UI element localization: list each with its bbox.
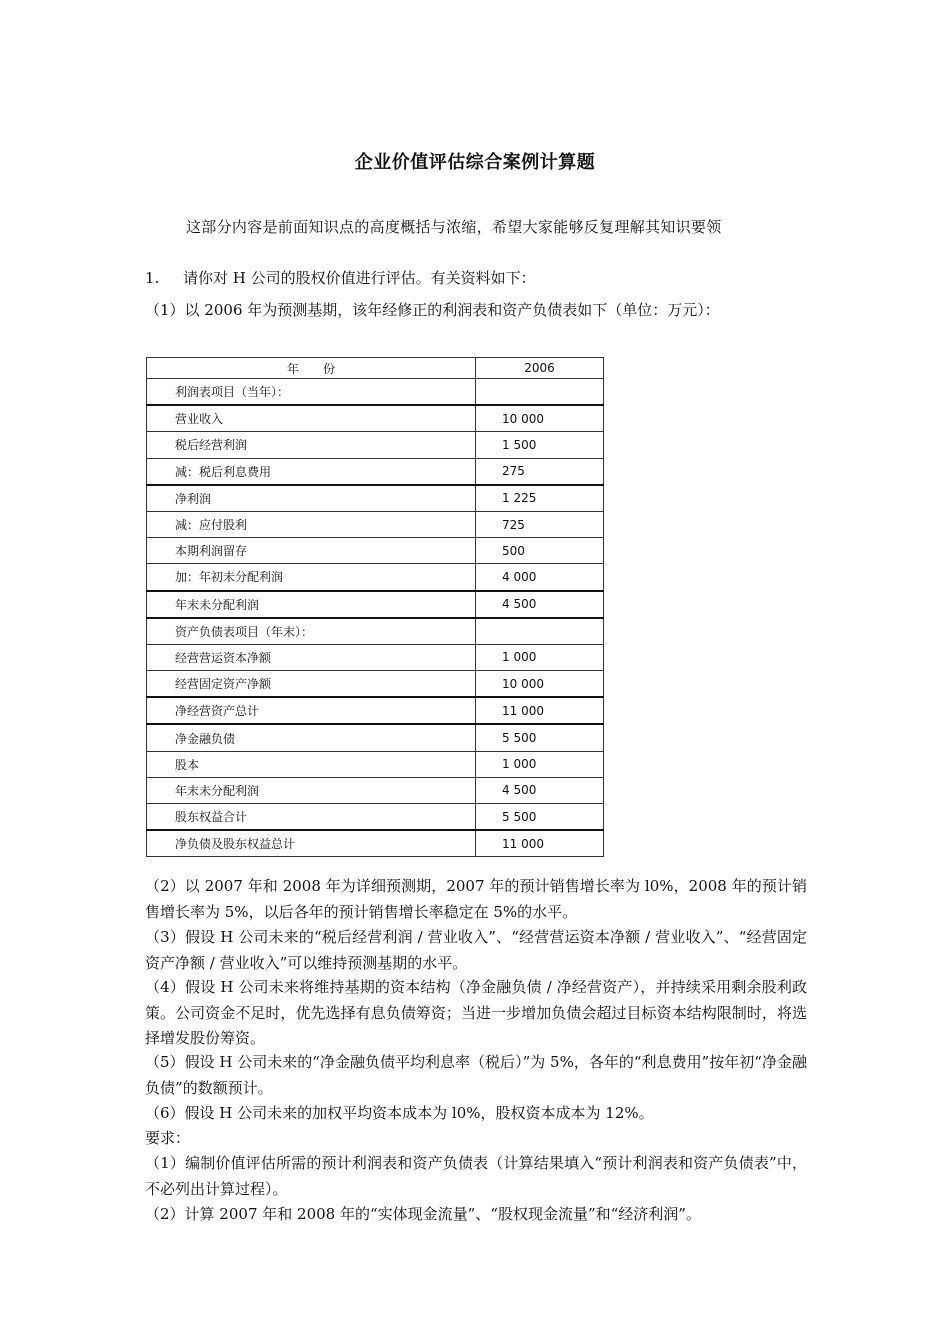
row-label: 年末未分配利润: [147, 591, 476, 618]
row-value: [476, 379, 604, 406]
table-row: [147, 618, 604, 645]
row-value: 10 000: [476, 405, 604, 432]
question-number: 1.: [145, 269, 160, 287]
question-text: 请你对 H 公司的股权价值进行评估。有关资料如下：: [183, 269, 536, 287]
question-1: [145, 267, 536, 288]
table-row: [147, 724, 604, 751]
table-header-year-label: 年 份: [147, 358, 476, 379]
table-row: [147, 511, 604, 537]
table-row: [147, 485, 604, 512]
row-value: 11 000: [476, 830, 604, 857]
row-label: 经营营运资本净额: [147, 644, 476, 670]
row-value: 10 000: [476, 671, 604, 698]
requirement-2: （2）计算 2007 年和 2008 年的“实体现金流量”、“股权现金流量”和“经济利润”。: [145, 1205, 701, 1223]
document-title: 企业价值评估综合案例计算题: [354, 152, 596, 173]
row-label: 净利润: [147, 485, 476, 512]
row-value: 275: [476, 458, 604, 485]
row-value: 4 000: [476, 564, 604, 591]
financial-statement-table: [146, 357, 604, 857]
row-label: 经营固定资产净额: [147, 671, 476, 698]
row-label: 净金融负债: [147, 724, 476, 751]
row-value: 4 500: [476, 777, 604, 803]
table-row: [147, 697, 604, 724]
paragraph-6: （6）假设 H 公司未来的加权平均资本成本为 l0%，股权资本成本为 12%。: [145, 1104, 654, 1122]
row-value: 11 000: [476, 697, 604, 724]
row-value: 5 500: [476, 724, 604, 751]
row-label: 减：税后利息费用: [147, 458, 476, 485]
table-row: [147, 671, 604, 698]
paragraph-5: （5）假设 H 公司未来的“净金融负债平均利息率（税后）”为 5%，各年的“利息费用”按年初“净金融负债”的数额预计。: [145, 1053, 807, 1097]
paragraph-2: （2）以 2007 年和 2008 年为详细预测期，2007 年的预计销售增长率为 l0%，2008 年的预计销售增长率为 5%，以后各年的预计销售增长率稳定在 5%的水平。: [145, 877, 807, 921]
table-row: [147, 591, 604, 618]
row-label: 股本: [147, 751, 476, 777]
table-row: [147, 564, 604, 591]
row-value: [476, 618, 604, 645]
table-row: [147, 751, 604, 777]
row-value: 500: [476, 538, 604, 564]
table-row: [147, 538, 604, 564]
table-row: [147, 379, 604, 406]
row-label: 资产负债表项目（年末）：: [147, 618, 476, 645]
row-label: 股东权益合计: [147, 804, 476, 831]
intro-text: 这部分内容是前面知识点的高度概括与浓缩，希望大家能够反复理解其知识要领: [186, 218, 722, 236]
requirement-1: （1）编制价值评估所需的预计利润表和资产负债表（计算结果填入“预计利润表和资产负债表”中，不必列出计算过程）。: [145, 1154, 807, 1198]
row-label: 净负债及股东权益总计: [147, 830, 476, 857]
table-row: [147, 432, 604, 458]
row-value: 4 500: [476, 591, 604, 618]
row-label: 加：年初未分配利润: [147, 564, 476, 591]
row-value: 1 500: [476, 432, 604, 458]
row-value: 1 000: [476, 751, 604, 777]
table-row: [147, 644, 604, 670]
table-row: [147, 405, 604, 432]
row-label: 净经营资产总计: [147, 697, 476, 724]
table-row: [147, 804, 604, 831]
row-value: 1 225: [476, 485, 604, 512]
row-label: 利润表项目（当年）：: [147, 379, 476, 406]
paragraph-4: （4）假设 H 公司未来将维持基期的资本结构（净金融负债 / 净经营资产），并持续采用剩余股利政策。公司资金不足时，优先选择有息负债筹资；当进一步增加负债会超过目标资本结构限制时，将选择增发股份筹资。: [145, 978, 807, 1047]
table-row: [147, 830, 604, 857]
row-label: 本期利润留存: [147, 538, 476, 564]
row-value: 1 000: [476, 644, 604, 670]
paragraph-3: （3）假设 H 公司未来的“税后经营利润 / 营业收入”、“经营营运资本净额 / 营业收入”、“经营固定资产净额 / 营业收入”可以维持预测基期的水平。: [145, 928, 807, 972]
table-header-2006: 2006: [476, 358, 604, 379]
table-header-row: [147, 358, 604, 379]
row-value: 5 500: [476, 804, 604, 831]
table-row: [147, 777, 604, 803]
row-label: 税后经营利润: [147, 432, 476, 458]
row-label: 减：应付股利: [147, 511, 476, 537]
row-label: 营业收入: [147, 405, 476, 432]
requirements-heading: 要求：: [145, 1129, 191, 1147]
row-value: 725: [476, 511, 604, 537]
row-label: 年末未分配利润: [147, 777, 476, 803]
question-1-item-1: （1）以 2006 年为预测基期，该年经修正的利润表和资产负债表如下（单位：万元）：: [145, 301, 720, 319]
table-row: [147, 458, 604, 485]
